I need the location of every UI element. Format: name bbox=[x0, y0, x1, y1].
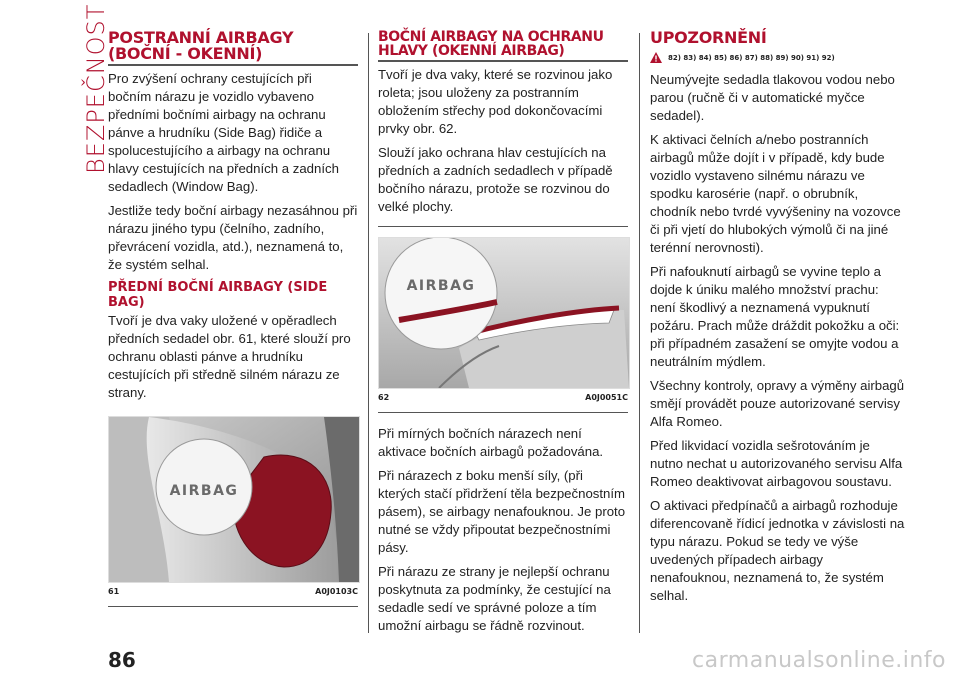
paragraph: Jestliže tedy boční airbagy nezasáhnou při nárazu jiného typu (čelního, zadního, převrácení vozidla, atd.), neznamená to, že systém selhal. bbox=[108, 203, 358, 272]
figure-rule bbox=[108, 606, 358, 607]
window-airbag-illustration bbox=[378, 237, 630, 389]
figure-number: 61 bbox=[108, 587, 120, 596]
paragraph: Při nárazech z boku menší síly, (při kterých stačí přidržení těla bezpečnostním pásem), se airbagy nenafouknou. Je proto nutné se vždy připoutat bezpečnostními pásy. bbox=[378, 468, 626, 555]
heading-side-airbags: POSTRANNÍ AIRBAGY (BOČNÍ - OKENNÍ) bbox=[108, 30, 358, 66]
paragraph: Tvoří je dva vaky, které se rozvinou jako roleta; jsou uloženy za postranním obložením střechy pod dokončovacími prvky obr. 62. bbox=[378, 67, 613, 136]
paragraph: Před likvidací vozidla sešrotováním je nutno nechat u autorizovaného servisu Alfa Romeo deaktivovat airbagovou soustavu. bbox=[650, 438, 903, 489]
column-middle bbox=[378, 30, 628, 641]
column-left bbox=[108, 30, 358, 607]
paragraph: Pro zvýšení ochrany cestujících při bočním nárazu je vozidlo vybaveno předními bočními airbagy na ochranu pánve a hrudníku (Side Bag) řidiče a spolucestujícího a airbagy na ochranu hlavy cestujících na předních a zadních sedadlech (Window Bag). bbox=[108, 71, 339, 194]
reference-list: 82) 83) 84) 85) 86) 87) 88) 89) 90) 91) 92) bbox=[668, 53, 835, 62]
paragraph: Neumývejte sedadla tlakovou vodou nebo parou (ručně či v automatické myčce sedadel). bbox=[650, 72, 895, 123]
figure-code: A0J0051C bbox=[585, 393, 628, 402]
page-number: 86 bbox=[108, 648, 136, 672]
paragraph: Při mírných bočních nárazech není aktivace bočních airbagů požadována. bbox=[378, 426, 604, 459]
figure-label: AIRBAG bbox=[169, 483, 239, 499]
heading-window-airbags: BOČNÍ AIRBAGY NA OCHRANU HLAVY (OKENNÍ AIRBAG) bbox=[378, 30, 628, 62]
paragraph: Tvoří je dva vaky uložené v opěradlech předních sedadel obr. 61, které slouží pro ochranu oblasti pánve a hrudníku cestujících při středně silném nárazu ze strany. bbox=[108, 313, 351, 400]
paragraph: Při nárazu ze strany je nejlepší ochranu poskytnuta za podmínky, že cestující na sedadle sedí ve správné poloze a tím umožní airbagu se řádně rozvinout. bbox=[378, 564, 611, 633]
paragraph: Slouží jako ochrana hlav cestujících na předních a zadních sedadlech v případě bočního nárazu, protože se rozvinou do velké plochy. bbox=[378, 145, 613, 214]
paragraph: O aktivaci předpínačů a airbagů rozhoduje diferencovaně řídicí jednotka v závislosti na typu nárazu. Pokud se tedy ve výše uvedených případech airbagy nenafouknou, neznamená to, že systém selhal. bbox=[650, 498, 905, 603]
watermark: carmanualsonline.info bbox=[692, 648, 946, 673]
figure-rule bbox=[378, 226, 628, 227]
warning-references bbox=[650, 52, 905, 63]
column-divider bbox=[639, 33, 640, 633]
figure-62 bbox=[378, 226, 628, 413]
paragraph: K aktivaci čelních a/nebo postranních airbagů může dojít i v případě, kdy bude vozidlo vystaveno silnému nárazu ve spodku karosérie (např. o obrubník, chodník nebo tvrdé vyvýšeniny na vozovce či při vjetí do hlubokých výmolů či na jiné terénní nerovnosti). bbox=[650, 132, 901, 255]
section-side-label bbox=[52, 3, 110, 224]
warning-triangle-icon bbox=[650, 52, 662, 63]
paragraph: Všechny kontroly, opravy a výměny airbagů smějí provádět pouze autorizované servisy Alfa Romeo. bbox=[650, 378, 905, 429]
paragraph: Při nafouknutí airbagů se vyvine teplo a dojde k úniku malého množství prachu: není škodlivý a neznamená vypuknutí požáru. Prach může dráždit pokožku a oči: při případném zasažení se omyjte vodou a neutrálním mýdlem. bbox=[650, 264, 900, 369]
subheading-front-side-airbags: PŘEDNÍ BOČNÍ AIRBAGY (SIDE BAG) bbox=[108, 280, 328, 310]
seat-airbag-illustration bbox=[108, 416, 360, 583]
section-title: BEZPEČNOST bbox=[82, 3, 110, 174]
figure-61 bbox=[108, 416, 358, 607]
column-right bbox=[650, 30, 905, 611]
column-divider bbox=[368, 33, 369, 633]
figure-rule bbox=[378, 412, 628, 413]
figure-caption bbox=[378, 393, 628, 402]
figure-number: 62 bbox=[378, 393, 390, 402]
figure-code: A0J0103C bbox=[315, 587, 358, 596]
figure-label: AIRBAG bbox=[406, 278, 476, 294]
heading-warning: UPOZORNĚNÍ bbox=[650, 28, 767, 47]
figure-caption bbox=[108, 587, 358, 596]
